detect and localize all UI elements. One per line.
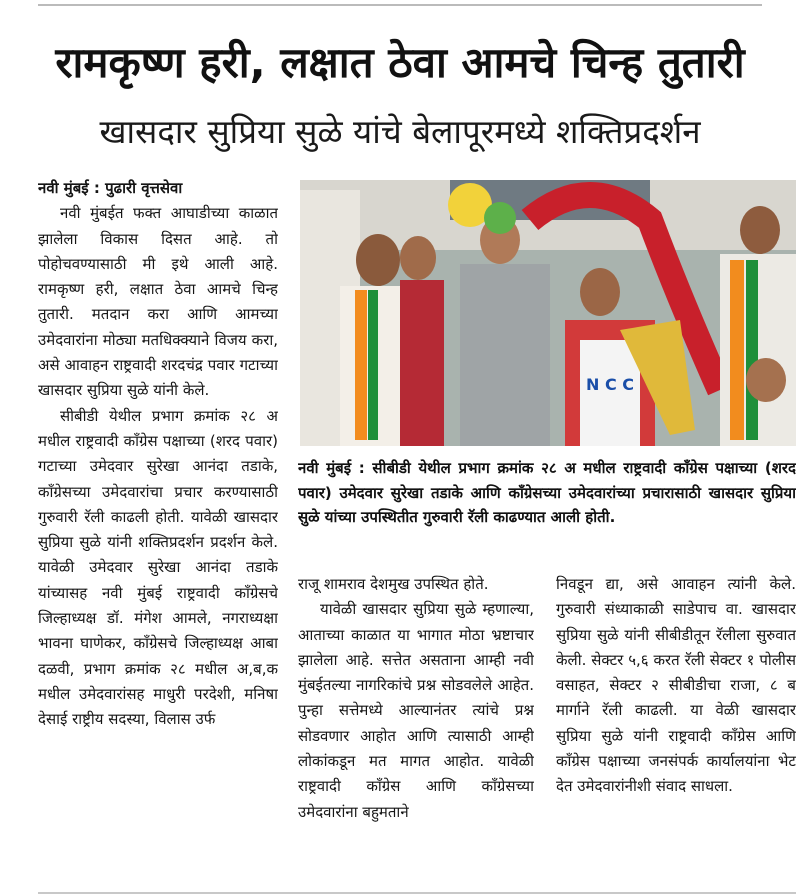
top-rule [38, 4, 762, 6]
caption-place: नवी मुंबई : [298, 459, 365, 477]
article-paragraph: सीबीडी येथील प्रभाग क्रमांक २८ अ मधील राष्ट्रवादी काँग्रेस पक्षाच्या (शरद पवार) गटाच्या उमेदवार सुरेखा आनंदा तडाके, काँग्रेसच्या उमेदवारांचा प्रचार करण्यासाठी गुरुवारी रॅली काढली होती. यावेळी खासदार सुप्रिया सुळे यांनी शक्तिप्रदर्शन प्रदर्शन केले. यावेळी उमेदवार सुरेखा आनंदा तडाके यांच्यासह नवी मुंबई राष्ट्रवादी काँग्रेसचे जिल्हाध्यक्ष डॉ. मंगेश आमले, नगराध्यक्षा भावना घाणेकर, काँग्रेसचे जिल्हाध्यक्ष आबा दळवी, प्रभाग क्रमांक २८ मधील अ,ब,क मधील उमेदवारांसह माधुरी परदेशी, मनिषा देसाई राष्ट्रीय सदस्या, विलास उर्फ [38, 406, 278, 729]
dateline: नवी मुंबई : पुढारी वृत्तसेवा [38, 179, 183, 197]
rally-photo [300, 180, 796, 446]
caption-text: सीबीडी येथील प्रभाग क्रमांक २८ अ मधील राष्ट्रवादी काँग्रेस पक्षाच्या (शरद पवार) उमेदवार सुरेखा तडाके आणि काँग्रेसच्या उमेदवारांच्या प्रचारासाठी खासदार सुप्रिया सुळे यांच्या उपस्थितीत गुरुवारी रॅली काढण्यात आली होती. [298, 459, 796, 526]
article-paragraph: यावेळी खासदार सुप्रिया सुळे म्हणाल्या, आताच्या काळात या भागात मोठा भ्रष्टाचार झालेला आहे. सत्तेत असताना आम्ही नवी मुंबईतल्या नागरिकांचे प्रश्न सोडवलेले आहेत. पुन्हा सत्तेमध्ये आल्यानंतर त्यांचे प्रश्न सोडवणार आहोत आणि त्यासाठी आम्ही लोकांकडून मत मागत आहोत. यावेळी राष्ट्रवादी काँग्रेस आणि काँग्रेसच्या उमेदवारांना बहुमताने [298, 600, 534, 821]
article-column-2 [298, 572, 534, 890]
subheadline: खासदार सुप्रिया सुळे यांचे बेलापूरमध्ये शक्तिप्रदर्शन [99, 112, 701, 151]
article-paragraph: निवडून द्या, असे आवाहन त्यांनी केले. गुरुवारी संध्याकाळी साडेपाच वा. खासदार सुप्रिया सुळे यांनी सीबीडीतून रॅलीला सुरुवात केली. सेक्टर ५,६ करत रॅली सेक्टर १ पोलीस वसाहत, सेक्टर २ सीबीडीचा राजा, ८ ब मार्गाने रॅली काढली. या वेळी खासदार सुप्रिया सुळे यांनी राष्ट्रवादी काँग्रेस आणि काँग्रेस पक्षाच्या जनसंपर्क कार्यालयांना भेट देत उमेदवारांनीशी संवाद साधला. [556, 575, 796, 796]
bottom-rule [38, 892, 796, 894]
sash-text: N C C [585, 375, 635, 394]
headline: रामकृष्ण हरी, लक्षात ठेवा आमचे चिन्ह तुतारी [55, 38, 745, 87]
article-column-1 [38, 176, 278, 890]
article-column-3 [556, 572, 796, 890]
photo-caption [298, 456, 796, 566]
article-paragraph: राजू शामराव देशमुख उपस्थित होते. [298, 575, 489, 593]
article-paragraph: नवी मुंबईत फक्त आघाडीच्या काळात झालेला विकास दिसत आहे. तो पोहोचवण्यासाठी मी इथे आली आहे. रामकृष्ण हरी, लक्षात ठेवा आमचे चिन्ह तुतारी. मतदान करा आणि आमच्या उमेदवारांना मोठ्या मतधिक्क्याने विजय करा, असे आवाहन राष्ट्रवादी शरदचंद्र पवार गटाच्या खासदार सुप्रिया सुळे यांनी केले. [38, 204, 278, 400]
